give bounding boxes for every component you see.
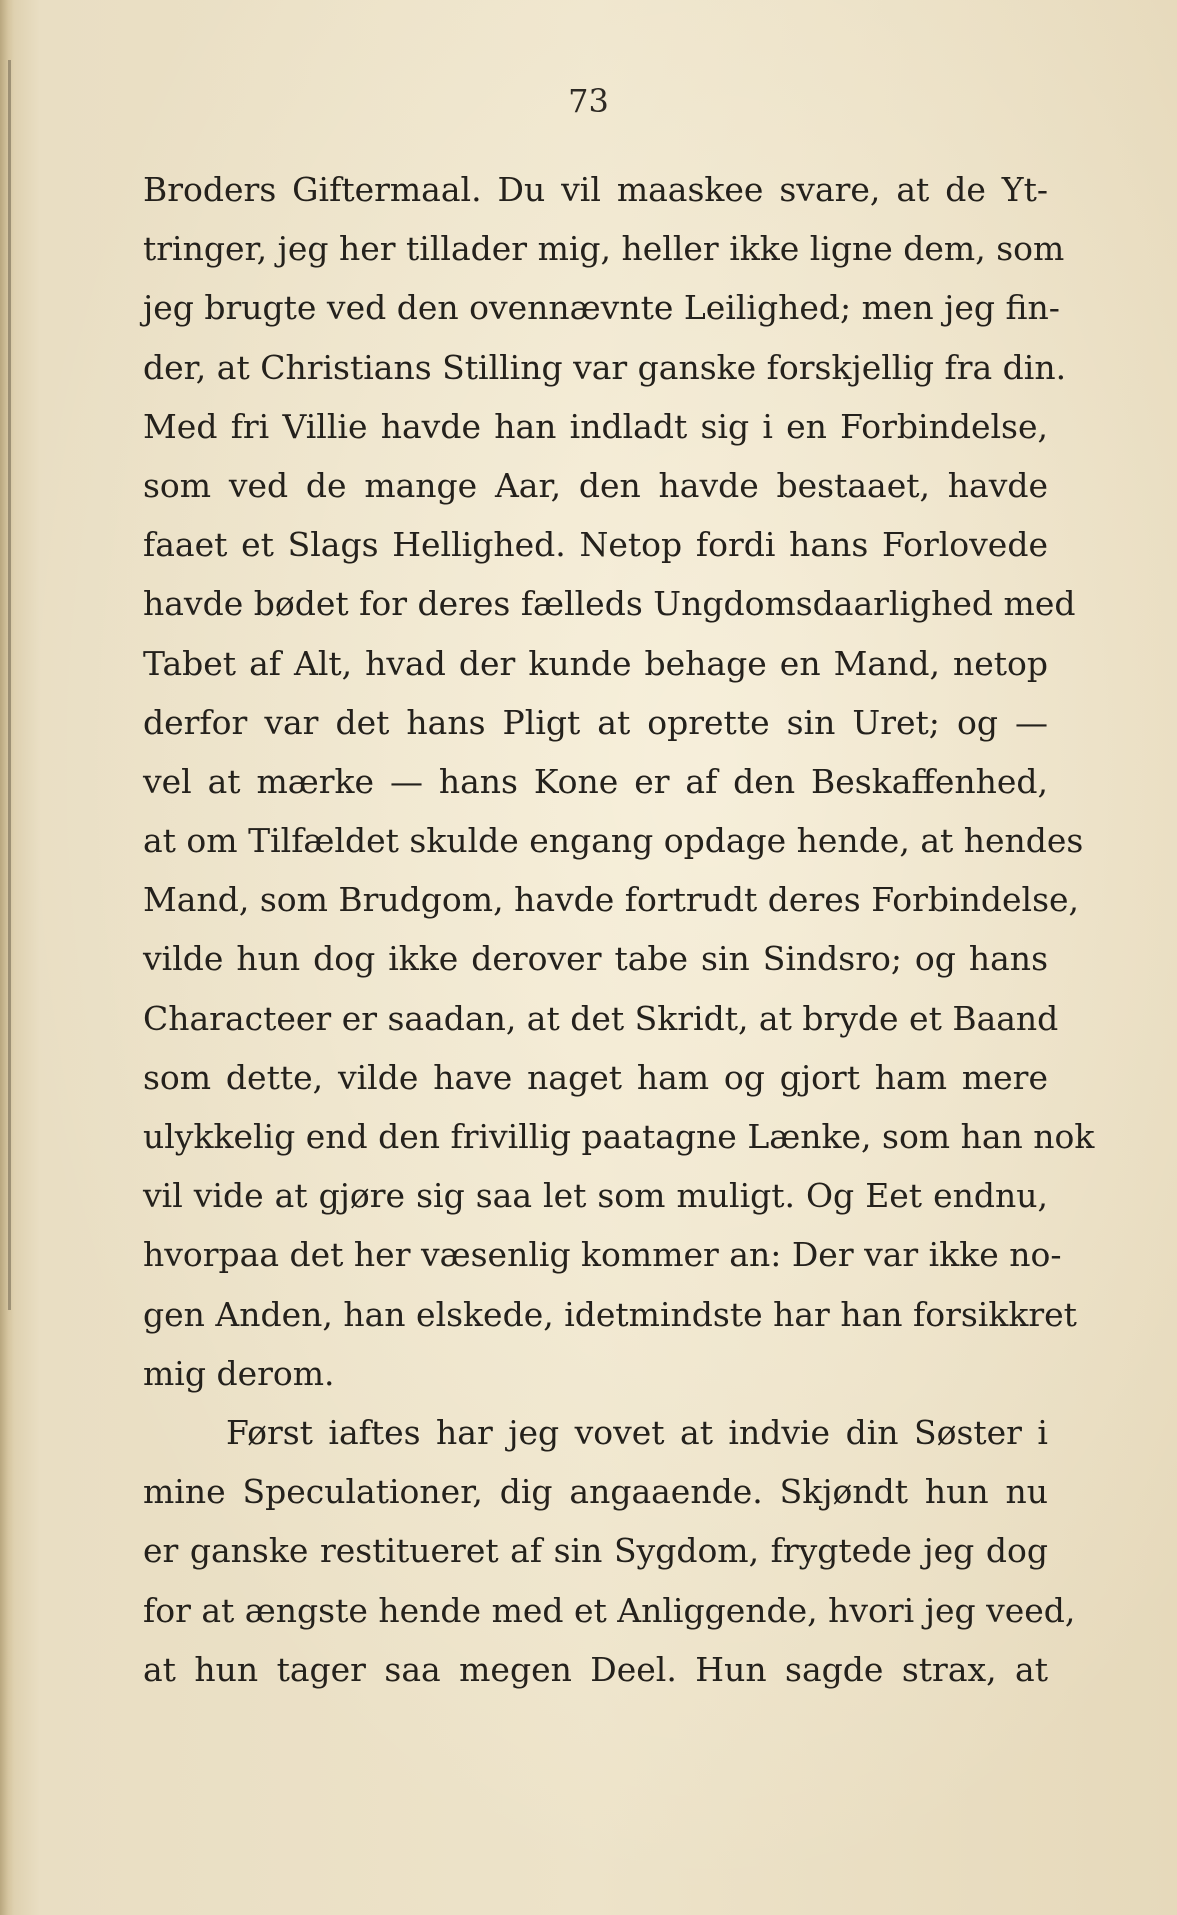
page-number: 73 [568,82,609,120]
text-line: Mand, som Brudgom, havde fortrudt deres Forbindelse, [143,880,1080,920]
paragraph-end-line: mig derom. [143,1353,335,1393]
text-line: vil vide at gjøre sig saa let som muligt. Og Eet endnu, [143,1176,1048,1216]
text-line: at om Tilfældet skulde engang opdage hende, at hendes [143,821,1084,861]
text-line: Tabet af Alt, hvad der kunde behage en Mand, netop [143,643,1048,683]
text-line: tringer, jeg her tillader mig, heller ikke ligne dem, som [143,229,1065,269]
page-binding-edge [0,0,14,1915]
binding-shadow-line [8,60,11,1310]
text-line: gen Anden, han elskede, idetmindste har han forsikkret [143,1294,1077,1334]
text-line: som ved de mange Aar, den havde bestaaet, havde [143,465,1048,505]
text-line: derfor var det hans Pligt at oprette sin Uret; og — [143,702,1048,742]
text-line: Characteer er saadan, at det Skridt, at bryde et Baand [143,998,1059,1038]
text-line: Med fri Villie havde han indladt sig i en Forbindelse, [143,406,1048,446]
body-text [143,160,1095,1699]
text-line: som dette, vilde have naget ham og gjort ham mere [143,1057,1048,1097]
text-line: der, at Christians Stilling var ganske forskjellig fra din. [143,347,1067,387]
text-line: mine Speculationer, dig angaaende. Skjøndt hun nu [143,1472,1048,1512]
text-line: at hun tager saa megen Deel. Hun sagde strax, at [143,1649,1048,1689]
text-line: for at ængste hende med et Anliggende, hvori jeg veed, [143,1590,1076,1630]
text-line: jeg brugte ved den ovennævnte Leilighed; men jeg fin- [143,288,1060,328]
text-line: hvorpaa det her væsenlig kommer an: Der var ikke no- [143,1235,1062,1275]
text-line: Broders Giftermaal. Du vil maaskee svare, at de Yt- [143,170,1048,209]
text-line: vel at mærke — hans Kone er af den Beskaffenhed, [143,761,1048,801]
text-line: ulykkelig end den frivillig paatagne Lænke, som han nok [143,1117,1095,1156]
text-line: er ganske restitueret af sin Sygdom, frygtede jeg dog [143,1531,1048,1571]
text-line: faaet et Slags Hellighed. Netop fordi hans Forlovede [143,525,1048,565]
paragraph-start-line: Først iaftes har jeg vovet at indvie din Søster i [226,1412,1048,1452]
text-line: vilde hun dog ikke derover tabe sin Sindsro; og hans [143,939,1048,979]
text-line: havde bødet for deres fælleds Ungdomsdaarlighed med [143,584,1076,624]
